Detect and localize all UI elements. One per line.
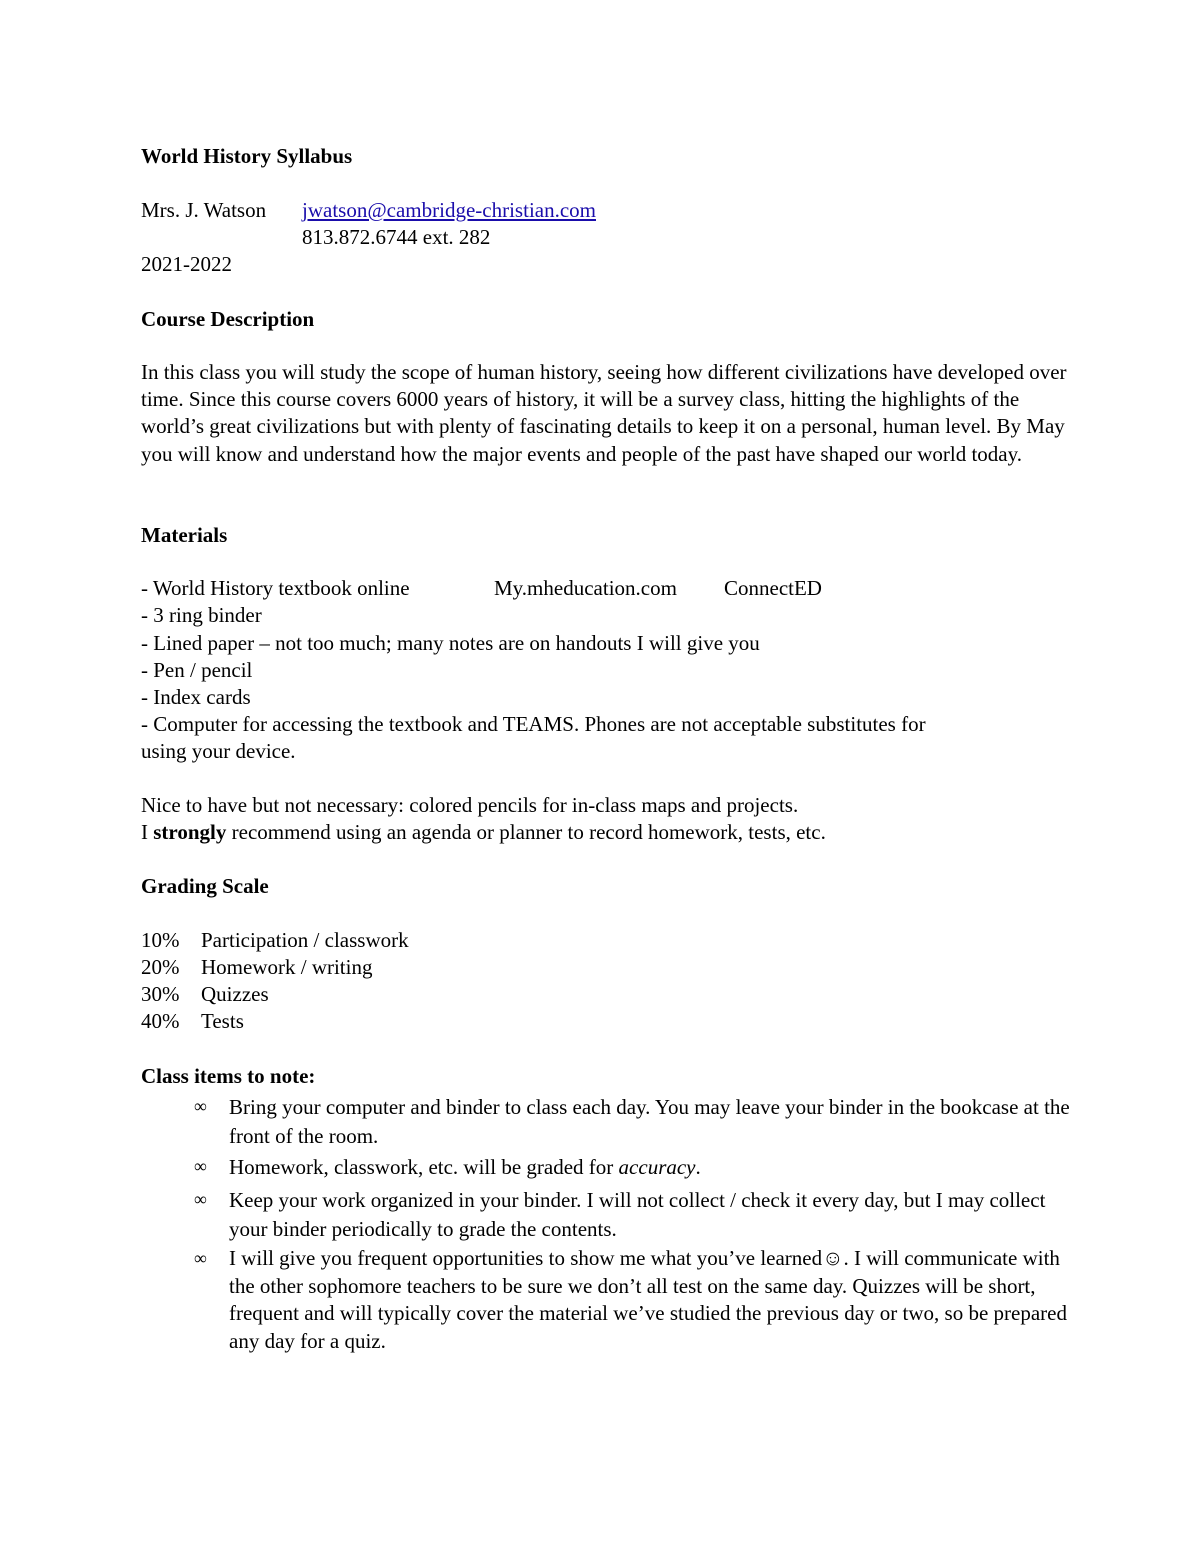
infinity-bullet-icon: ∞	[194, 1248, 207, 1268]
course-description-text: In this class you will study the scope of human history, seeing how different civilizations have developed over time. Since this course covers 6000 years of history, it will be a survey class, hitting the highlights of the world’s great civilizations but with plenty of fascinating details to keep it on a personal, human level. By May you will know and understand how the major events and people of the past have shaped our world today.	[141, 360, 1067, 466]
teacher-phone: 813.872.6744 ext. 282	[302, 225, 491, 249]
class-item: Bring your computer and binder to class each day. You may leave your binder in the bookcase at the front of the room.	[229, 1095, 1070, 1148]
grading-label: Quizzes	[201, 982, 269, 1006]
materials-computer-line-cont: using your device.	[141, 739, 296, 763]
recommend-emphasis: strongly	[153, 820, 227, 844]
teacher-name: Mrs. J. Watson	[141, 198, 267, 222]
materials-item: - 3 ring binder	[141, 603, 262, 627]
class-item: Keep your work organized in your binder. I will not collect / check it every day, but I may collect your binder periodically to grade the contents.	[229, 1188, 1046, 1241]
grading-percent: 30%	[141, 982, 180, 1006]
class-item	[229, 1153, 1074, 1182]
infinity-bullet-icon: ∞	[194, 1096, 207, 1116]
grading-row	[141, 1008, 244, 1035]
infinity-bullet-icon: ∞	[194, 1189, 207, 1209]
nice-to-have-note: Nice to have but not necessary: colored pencils for in-class maps and projects.	[141, 793, 799, 817]
accuracy-prefix: Homework, classwork, etc. will be graded for	[229, 1155, 619, 1179]
teacher-email-link[interactable]	[302, 197, 596, 224]
planner-recommendation	[141, 819, 826, 846]
accuracy-suffix: .	[695, 1155, 701, 1179]
materials-textbook-item	[141, 575, 410, 602]
grading-row	[141, 981, 269, 1008]
course-description-heading: Course Description	[141, 307, 315, 331]
accuracy-emphasis: accuracy	[618, 1155, 696, 1179]
materials-computer-line: - Computer for accessing the textbook and TEAMS. Phones are not acceptable substitutes for	[141, 712, 926, 736]
page-title: World History Syllabus	[141, 144, 353, 168]
recommend-suffix: recommend using an agenda or planner to record homework, tests, etc.	[226, 820, 826, 844]
grading-label: Homework / writing	[201, 955, 373, 979]
materials-item: - Index cards	[141, 685, 251, 709]
textbook-label: - World History textbook online	[141, 576, 410, 600]
grading-percent: 20%	[141, 955, 180, 979]
grading-percent: 40%	[141, 1009, 180, 1033]
textbook-site: My.mheducation.com	[494, 576, 677, 600]
infinity-bullet-icon: ∞	[194, 1156, 207, 1176]
recommend-prefix: I	[141, 820, 154, 844]
class-item: I will give you frequent opportunities to show me what you’ve learned☺. I will communicate with the other sophomore teachers to be sure we don’t all test on the same day. Quizzes will be short, frequent and will typically cover the material we’ve studied the previous day or two, so be prepared any day for a quiz.	[229, 1246, 1067, 1353]
textbook-platform: ConnectED	[724, 576, 822, 600]
email-link-text[interactable]: jwatson@cambridge-christian.com	[302, 198, 596, 222]
materials-item: - Lined paper – not too much; many notes are on handouts I will give you	[141, 631, 760, 655]
school-year: 2021-2022	[141, 252, 232, 276]
grading-label: Tests	[201, 1009, 244, 1033]
materials-heading: Materials	[141, 523, 228, 547]
grading-label: Participation / classwork	[201, 928, 409, 952]
grading-row	[141, 927, 409, 954]
materials-item: - Pen / pencil	[141, 658, 253, 682]
class-items-heading: Class items to note:	[141, 1064, 316, 1088]
grading-row	[141, 954, 372, 981]
grading-heading: Grading Scale	[141, 874, 269, 898]
grading-percent: 10%	[141, 928, 180, 952]
